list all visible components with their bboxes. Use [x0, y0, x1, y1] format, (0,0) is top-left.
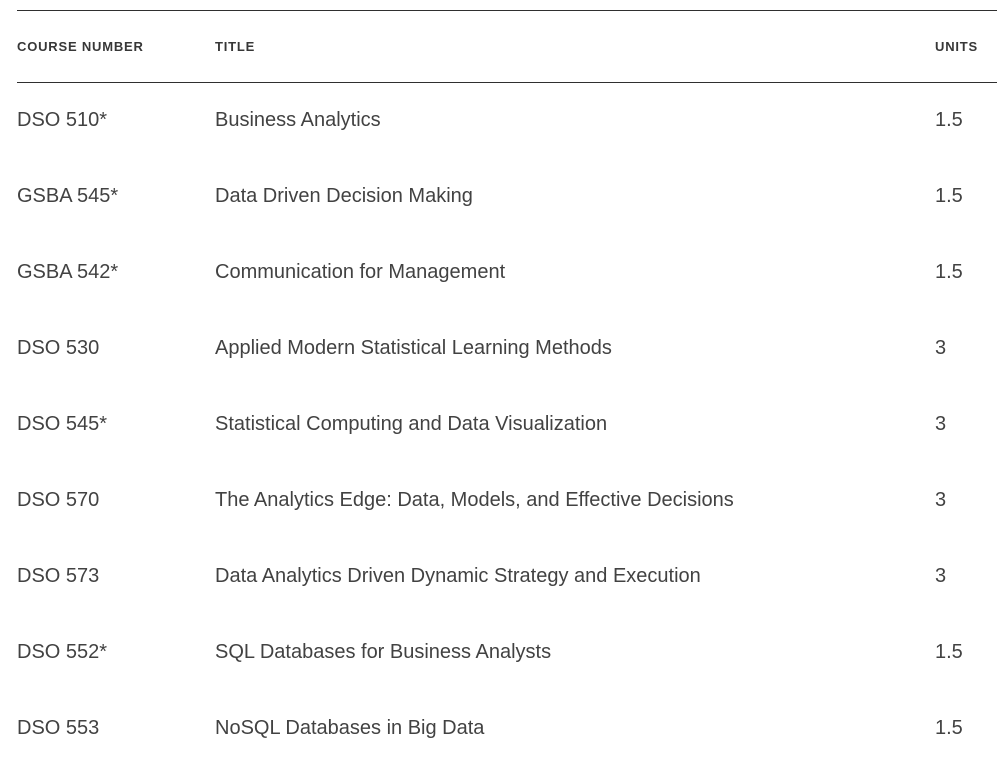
course-title-cell: Business Analytics — [215, 109, 381, 132]
course-units-cell: 3 — [935, 337, 947, 359]
course-title-cell: Data Analytics Driven Dynamic Strategy and Execution — [215, 565, 701, 587]
course-title-cell: Data Driven Decision Making — [215, 185, 473, 207]
table-row — [17, 387, 997, 463]
course-title-cell: The Analytics Edge: Data, Models, and Effective Decisions — [215, 489, 734, 511]
table-row — [17, 539, 997, 615]
course-number-cell: DSO 545* — [17, 413, 108, 435]
column-header-units: UNITS — [935, 39, 978, 54]
course-table-head — [17, 11, 997, 83]
course-units-cell: 3 — [935, 565, 947, 587]
column-header-course-number: COURSE NUMBER — [17, 39, 144, 54]
course-table-body — [17, 83, 997, 767]
course-number-cell: GSBA 545* — [17, 185, 119, 207]
table-row — [17, 159, 997, 235]
column-header-title: TITLE — [215, 39, 256, 54]
table-row — [17, 615, 997, 691]
table-row — [17, 83, 997, 159]
table-row — [17, 463, 997, 539]
course-units-cell: 1.5 — [935, 261, 963, 283]
table-row — [17, 311, 997, 387]
course-number-cell: DSO 570 — [17, 489, 100, 511]
course-units-cell: 1.5 — [935, 185, 963, 207]
course-units-cell: 1.5 — [935, 641, 963, 663]
course-units-cell: 3 — [935, 413, 947, 435]
course-table — [17, 10, 997, 767]
course-number-cell: DSO 510* — [17, 109, 108, 132]
course-number-cell: DSO 553 — [17, 717, 100, 739]
table-header-row — [17, 11, 997, 83]
course-title-cell: SQL Databases for Business Analysts — [215, 641, 552, 663]
course-title-cell: Statistical Computing and Data Visualization — [215, 413, 608, 435]
course-title-cell: Applied Modern Statistical Learning Methods — [215, 337, 612, 359]
table-row — [17, 691, 997, 767]
course-number-cell: DSO 573 — [17, 565, 100, 587]
course-units-cell: 1.5 — [935, 109, 963, 132]
course-number-cell: DSO 552* — [17, 641, 108, 663]
course-title-cell: NoSQL Databases in Big Data — [215, 717, 485, 739]
course-units-cell: 3 — [935, 489, 947, 511]
course-title-cell: Communication for Management — [215, 261, 506, 283]
table-row — [17, 235, 997, 311]
course-number-cell: GSBA 542* — [17, 261, 119, 283]
course-number-cell: DSO 530 — [17, 337, 100, 359]
course-units-cell: 1.5 — [935, 717, 963, 739]
